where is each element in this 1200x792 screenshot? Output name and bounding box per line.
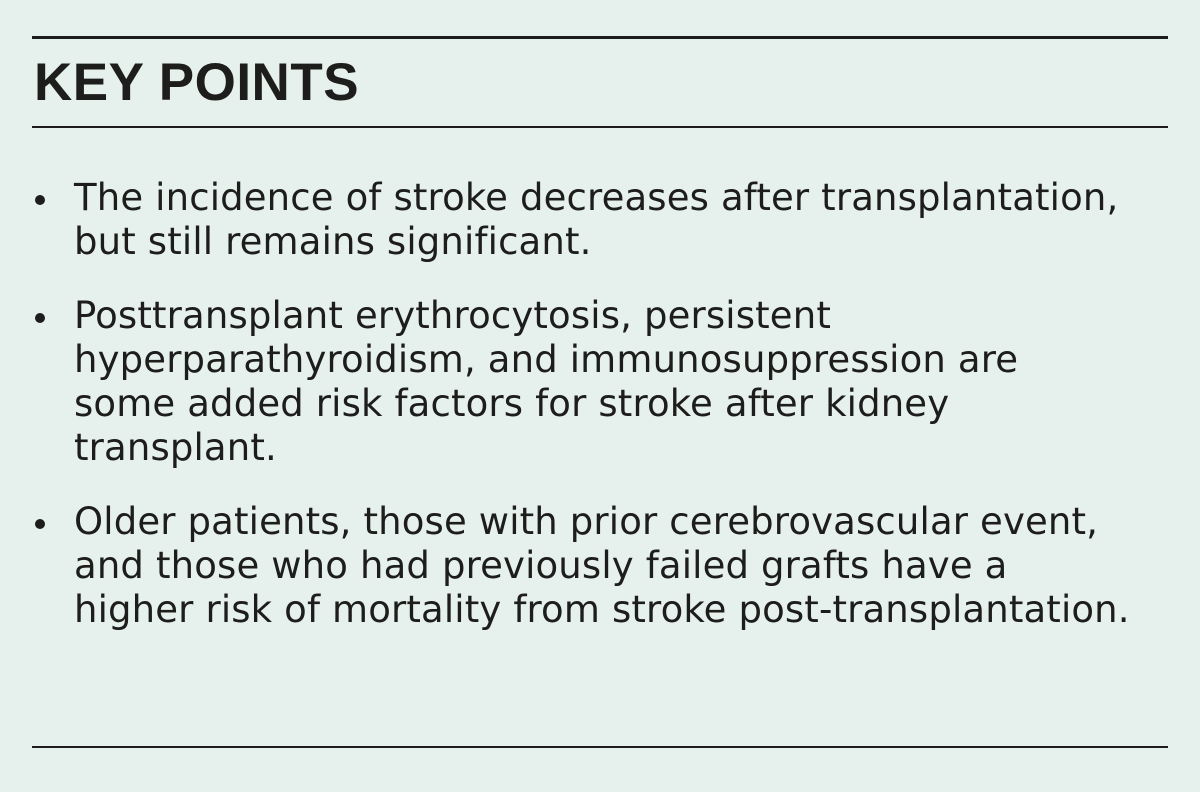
bottom-rule <box>32 746 1168 748</box>
top-rule <box>32 36 1168 39</box>
key-point-line: transplant. <box>74 426 277 469</box>
key-point-line: but still remains significant. <box>74 220 592 263</box>
key-point-3 <box>32 500 1168 632</box>
key-point-line: The incidence of stroke decreases after transplantation, <box>74 176 1119 219</box>
key-point-line: and those who had previously failed grafts have a <box>74 544 1008 587</box>
key-point-line: hyperparathyroidism, and immunosuppression are <box>74 338 1019 381</box>
key-points-box <box>32 36 1168 750</box>
key-point-line: Posttransplant erythrocytosis, persistent <box>74 294 831 337</box>
key-point-line: some added risk factors for stroke after kidney <box>74 382 950 425</box>
bullet-icon <box>35 195 45 205</box>
key-point-line: higher risk of mortality from stroke post-transplantation. <box>74 588 1130 631</box>
bullet-icon <box>35 313 45 323</box>
key-point-line: Older patients, those with prior cerebrovascular event, <box>74 500 1099 543</box>
key-point-2 <box>32 294 1168 470</box>
heading-rule <box>32 126 1168 128</box>
bullet-icon <box>35 519 45 529</box>
key-point-1 <box>32 176 1168 264</box>
key-points-heading: KEY POINTS <box>34 53 360 112</box>
key-points-list <box>32 176 1168 662</box>
